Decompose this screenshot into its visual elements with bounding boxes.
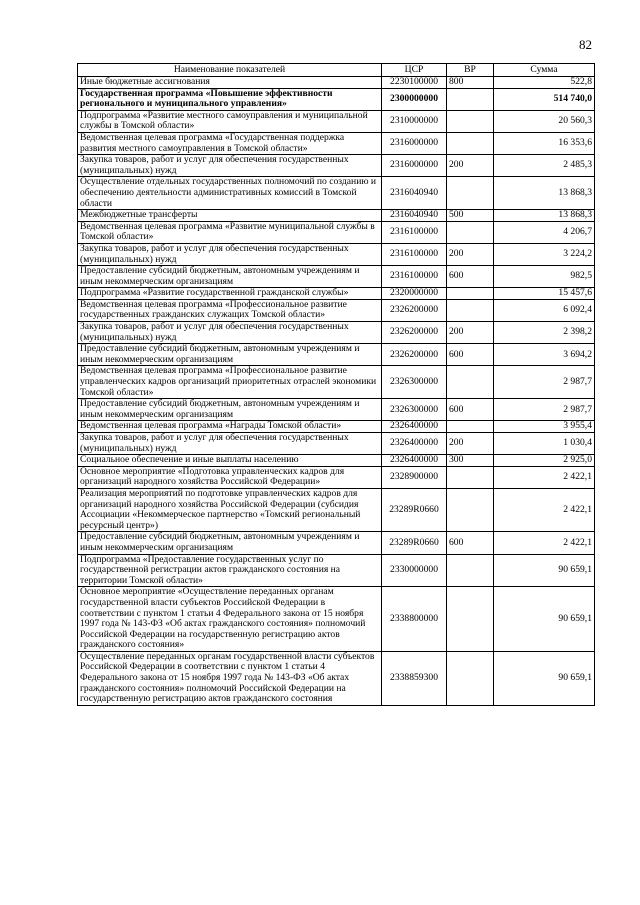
row-csr: 2310000000 (382, 110, 447, 132)
row-vr: 600 (447, 344, 494, 366)
row-vr: 200 (447, 433, 494, 455)
row-csr: 2330000000 (382, 554, 447, 587)
table-row (78, 366, 595, 399)
header-sum: Сумма (494, 64, 595, 77)
row-name: Подпрограмма «Развитие государственной гражданской службы» (78, 288, 382, 300)
row-csr: 2328900000 (382, 466, 447, 488)
row-vr (447, 288, 494, 300)
row-sum: 13 868,3 (494, 177, 595, 210)
row-csr: 23289R0660 (382, 532, 447, 554)
table-row (78, 210, 595, 222)
row-sum: 2 422,1 (494, 532, 595, 554)
table-row (78, 299, 595, 321)
row-vr (447, 110, 494, 132)
row-name: Межбюджетные трансферты (78, 210, 382, 222)
row-sum: 2 925,0 (494, 455, 595, 467)
row-name: Ведомственная целевая программа «Развитие муниципальной службы в Томской области» (78, 221, 382, 243)
row-csr: 2316000000 (382, 155, 447, 177)
row-csr: 2316040940 (382, 177, 447, 210)
row-csr: 2320000000 (382, 288, 447, 300)
budget-table (77, 63, 595, 706)
row-sum: 16 353,6 (494, 132, 595, 154)
row-name: Предоставление субсидий бюджетным, автономным учреждениям и иным некоммерческим организациям (78, 344, 382, 366)
table-row (78, 554, 595, 587)
table-row (78, 132, 595, 154)
row-name: Предоставление субсидий бюджетным, автономным учреждениям и иным некоммерческим организациям (78, 266, 382, 288)
row-vr: 500 (447, 210, 494, 222)
row-name: Осуществление отдельных государственных полномочий по созданию и обеспечению деятельности административных комиссий в Томской области (78, 177, 382, 210)
row-csr: 2326200000 (382, 322, 447, 344)
row-sum: 2 422,1 (494, 488, 595, 531)
row-sum: 15 457,6 (494, 288, 595, 300)
row-sum: 20 560,3 (494, 110, 595, 132)
row-vr (447, 299, 494, 321)
row-name: Закупка товаров, работ и услуг для обеспечения государственных (муниципальных) нужд (78, 155, 382, 177)
table-row (78, 587, 595, 652)
row-csr: 2326300000 (382, 366, 447, 399)
row-vr: 600 (447, 532, 494, 554)
row-vr (447, 554, 494, 587)
row-vr (447, 587, 494, 652)
header-name: Наименование показателей (78, 64, 382, 77)
table-row (78, 221, 595, 243)
row-name: Государственная программа «Повышение эффективности регионального и муниципального управления» (78, 88, 382, 110)
table-row (78, 243, 595, 265)
table-row (78, 177, 595, 210)
row-name: Закупка товаров, работ и услуг для обеспечения государственных (муниципальных) нужд (78, 243, 382, 265)
row-name: Ведомственная целевая программа «Государственная поддержка развития местного самоуправления в Томской области» (78, 132, 382, 154)
row-csr: 2316000000 (382, 132, 447, 154)
row-name: Ведомственная целевая программа «Профессиональное развитие управленческих кадров организаций приоритетных отраслей экономики Томской области» (78, 366, 382, 399)
row-vr (447, 88, 494, 110)
table-row (78, 532, 595, 554)
row-name: Ведомственная целевая программа «Профессиональное развитие государственных гражданских служащих Томской области» (78, 299, 382, 321)
row-name: Предоставление субсидий бюджетным, автономным учреждениям и иным некоммерческим организациям (78, 532, 382, 554)
table-row (78, 322, 595, 344)
table-row (78, 110, 595, 132)
row-sum: 2 987,7 (494, 399, 595, 421)
row-sum: 3 224,2 (494, 243, 595, 265)
table-row (78, 88, 595, 110)
table-row (78, 455, 595, 467)
row-sum: 90 659,1 (494, 651, 595, 705)
table-row (78, 433, 595, 455)
row-sum: 2 987,7 (494, 366, 595, 399)
row-csr: 2326200000 (382, 344, 447, 366)
row-csr: 2338800000 (382, 587, 447, 652)
table-row (78, 488, 595, 531)
row-sum: 1 030,4 (494, 433, 595, 455)
table-header-row (78, 64, 595, 77)
row-vr (447, 132, 494, 154)
table-row (78, 651, 595, 705)
row-vr (447, 366, 494, 399)
page-number: 82 (579, 37, 592, 52)
table-row (78, 466, 595, 488)
row-sum: 2 422,1 (494, 466, 595, 488)
row-name: Ведомственная целевая программа «Награды Томской области» (78, 421, 382, 433)
row-sum: 13 868,3 (494, 210, 595, 222)
row-csr: 2316100000 (382, 243, 447, 265)
row-csr: 2326400000 (382, 421, 447, 433)
row-vr: 200 (447, 155, 494, 177)
row-sum: 4 206,7 (494, 221, 595, 243)
row-name: Социальное обеспечение и иные выплаты населению (78, 455, 382, 467)
row-sum: 3 955,4 (494, 421, 595, 433)
row-csr: 23289R0660 (382, 488, 447, 531)
table-row (78, 155, 595, 177)
row-vr (447, 466, 494, 488)
row-csr: 2326400000 (382, 433, 447, 455)
row-sum: 514 740,0 (494, 88, 595, 110)
row-csr: 2326200000 (382, 299, 447, 321)
row-csr: 2326300000 (382, 399, 447, 421)
row-name: Осуществление переданных органам государственной власти субъектов Российской Федерации в соответствии с пунктом 1 статьи 4 Федерального закона от 15 ноября 1997 года № 143-ФЗ «Об актах гражданского состояния» полномочий Российской Федерации на государственную регистрацию актов гражданского состояния (78, 651, 382, 705)
row-vr (447, 651, 494, 705)
row-vr: 600 (447, 266, 494, 288)
row-sum: 2 398,2 (494, 322, 595, 344)
row-vr: 800 (447, 77, 494, 89)
row-vr: 300 (447, 455, 494, 467)
row-name: Подпрограмма «Развитие местного самоуправления и муниципальной службы в Томской области» (78, 110, 382, 132)
row-name: Закупка товаров, работ и услуг для обеспечения государственных (муниципальных) нужд (78, 322, 382, 344)
row-csr: 2316100000 (382, 221, 447, 243)
table-row (78, 266, 595, 288)
table-row (78, 288, 595, 300)
row-vr: 200 (447, 322, 494, 344)
table-row (78, 421, 595, 433)
row-sum: 2 485,3 (494, 155, 595, 177)
row-sum: 90 659,1 (494, 587, 595, 652)
row-name: Реализация мероприятий по подготовке управленческих кадров для организаций народного хозяйства Российской Федерации (субсидия Ассоциации «Некоммерческое партнерство «Томский региональный ресурсный центр») (78, 488, 382, 531)
table-row (78, 344, 595, 366)
row-csr: 2230100000 (382, 77, 447, 89)
row-vr: 600 (447, 399, 494, 421)
row-name: Основное мероприятие «Осуществление переданных органам государственной власти субъектов Российской Федерации в соответствии с пунктом 1 статьи 4 Федерального закона от 15 ноября 1997 года № 143-ФЗ «Об актах гражданского состояния» полномочий Российской Федерации на государственную регистрацию актов гражданского состояния» (78, 587, 382, 652)
table-row (78, 77, 595, 89)
row-csr: 2326400000 (382, 455, 447, 467)
row-csr: 2316040940 (382, 210, 447, 222)
row-csr: 2338859300 (382, 651, 447, 705)
row-csr: 2316100000 (382, 266, 447, 288)
row-vr (447, 177, 494, 210)
row-vr (447, 221, 494, 243)
row-name: Подпрограмма «Предоставление государственных услуг по государственной регистрации актов гражданского состояния на территории Томской области» (78, 554, 382, 587)
header-csr: ЦСР (382, 64, 447, 77)
row-sum: 982,5 (494, 266, 595, 288)
row-name: Предоставление субсидий бюджетным, автономным учреждениям и иным некоммерческим организациям (78, 399, 382, 421)
table-row (78, 399, 595, 421)
row-vr (447, 421, 494, 433)
row-sum: 3 694,2 (494, 344, 595, 366)
row-vr: 200 (447, 243, 494, 265)
row-sum: 522,8 (494, 77, 595, 89)
row-vr (447, 488, 494, 531)
header-vr: ВР (447, 64, 494, 77)
row-name: Закупка товаров, работ и услуг для обеспечения государственных (муниципальных) нужд (78, 433, 382, 455)
row-name: Основное мероприятие «Подготовка управленческих кадров для организаций народного хозяйства Российской Федерации» (78, 466, 382, 488)
row-sum: 6 092,4 (494, 299, 595, 321)
row-sum: 90 659,1 (494, 554, 595, 587)
row-name: Иные бюджетные ассигнования (78, 77, 382, 89)
row-csr: 2300000000 (382, 88, 447, 110)
